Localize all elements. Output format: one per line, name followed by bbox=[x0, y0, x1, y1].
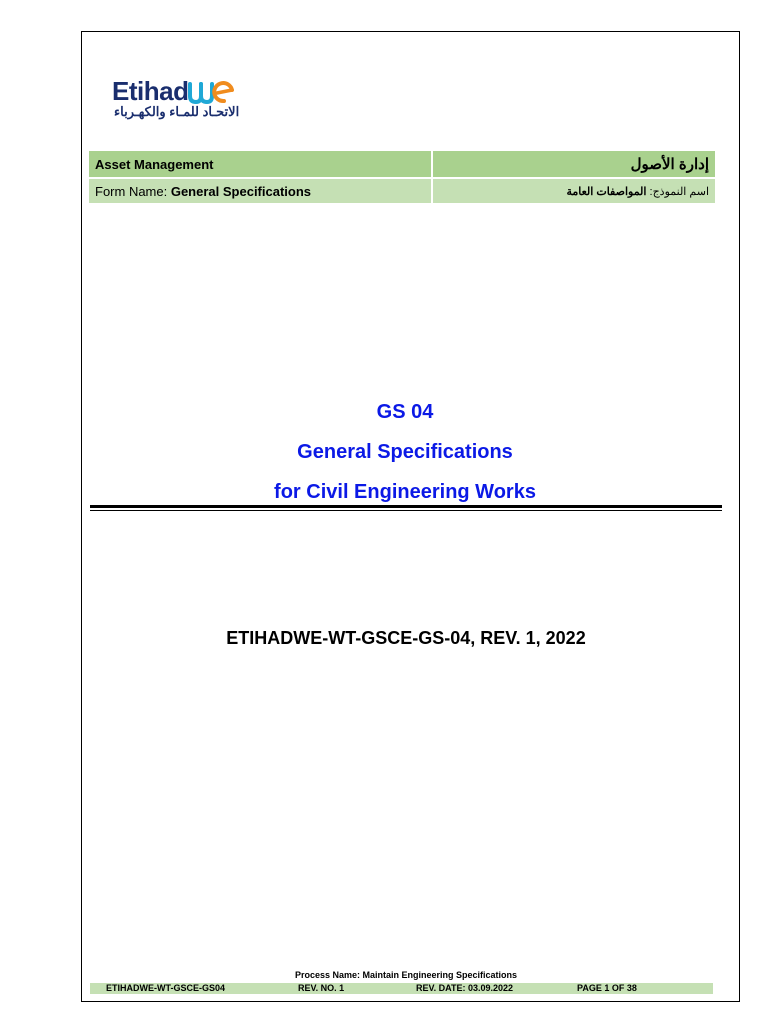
title-line-2: for Civil Engineering Works bbox=[274, 481, 536, 503]
form-value-ar: المواصفات العامة bbox=[566, 185, 647, 198]
title-rule-thin bbox=[90, 510, 722, 511]
footer-doc-code: ETIHADWE-WT-GSCE-GS04 bbox=[106, 983, 226, 993]
form-name-en bbox=[89, 179, 431, 203]
logo-arabic-text: الاتحـاد للمـاء والكهـرباء bbox=[114, 104, 240, 119]
department-en: Asset Management bbox=[89, 151, 431, 177]
header-table bbox=[87, 149, 717, 205]
footer-bar bbox=[90, 983, 713, 994]
logo-english-text: Etihad bbox=[112, 76, 236, 112]
footer-rev-no: REV. NO. 1 bbox=[298, 983, 345, 993]
spec-code: GS 04 bbox=[376, 401, 434, 423]
title-line-1: General Specifications bbox=[297, 441, 513, 463]
form-name-ar bbox=[433, 179, 715, 203]
footer-page-number: PAGE 1 OF 38 bbox=[577, 983, 637, 993]
department-ar: إدارة الأصول bbox=[433, 151, 715, 177]
header-row-form-name bbox=[89, 179, 715, 203]
title-rule-thick bbox=[90, 505, 722, 508]
form-label-en: Form Name: bbox=[95, 183, 171, 199]
etihadwe-logo bbox=[112, 76, 282, 126]
header-row-department bbox=[89, 151, 715, 177]
footer-rev-date: REV. DATE: 03.09.2022 bbox=[416, 983, 514, 993]
footer-process-name: Process Name: Maintain Engineering Specifications bbox=[294, 970, 518, 980]
form-value-en: General Specifications bbox=[170, 183, 312, 199]
form-label-ar: اسم النموذج: bbox=[646, 185, 709, 198]
document-reference: ETIHADWE-WT-GSCE-GS-04, REV. 1, 2022 bbox=[226, 628, 586, 648]
